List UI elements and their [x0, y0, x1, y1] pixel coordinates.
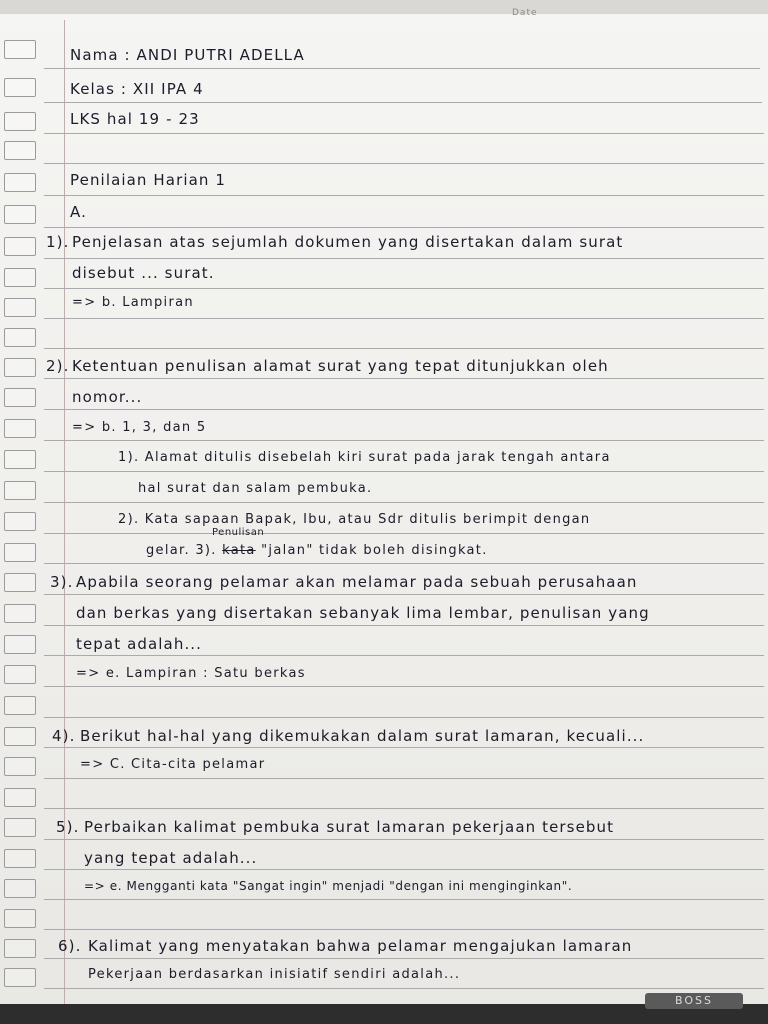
margin-box — [4, 173, 36, 192]
section-part: A. — [70, 203, 87, 221]
question-6-text: Kalimat yang menyatakan bahwa pelamar mengajukan lamaran — [88, 937, 633, 955]
margin-box — [4, 512, 36, 531]
margin-box — [4, 78, 36, 97]
explanation-prefix: gelar. 3). — [146, 543, 217, 558]
page-top-edge — [0, 0, 768, 14]
question-3-text: Apabila seorang pelamar akan melamar pada sebuah perusahaan — [76, 573, 638, 591]
question-5-number: 5). — [56, 818, 80, 836]
question-4-number: 4). — [52, 727, 76, 745]
margin-line — [64, 20, 65, 1005]
question-5-text: yang tepat adalah... — [84, 849, 258, 867]
margin-box — [4, 237, 36, 256]
question-2-explanation-last — [146, 543, 488, 558]
question-2-text: Ketentuan penulisan alamat surat yang tepat ditunjukkan oleh — [72, 357, 609, 375]
margin-box — [4, 450, 36, 469]
margin-box — [4, 141, 36, 160]
explanation-suffix: "jalan" tidak boleh disingkat. — [261, 543, 488, 558]
question-1-text: disebut ... surat. — [72, 264, 215, 282]
margin-box — [4, 481, 36, 500]
margin-box — [4, 665, 36, 684]
question-2-explanation: 2). Kata sapaan Bapak, Ibu, atau Sdr ditulis berimpit dengan — [118, 512, 591, 527]
question-1-text: Penjelasan atas sejumlah dokumen yang disertakan dalam surat — [72, 233, 624, 251]
margin-box — [4, 818, 36, 837]
margin-box — [4, 388, 36, 407]
question-5-answer: => e. Mengganti kata "Sangat ingin" menjadi "dengan ini menginginkan". — [84, 879, 573, 893]
question-3-text: tepat adalah... — [76, 635, 203, 653]
question-3-text: dan berkas yang disertakan sebanyak lima lembar, penulisan yang — [76, 604, 650, 622]
margin-box — [4, 298, 36, 317]
question-6-number: 6). — [58, 937, 82, 955]
margin-box — [4, 573, 36, 592]
struck-word: kata — [222, 543, 256, 558]
margin-box — [4, 909, 36, 928]
question-4-answer: => C. Cita-cita pelamar — [80, 757, 266, 772]
margin-box — [4, 696, 36, 715]
margin-box — [4, 205, 36, 224]
notebook-brand-logo: BOSS — [645, 993, 743, 1009]
question-2-number: 2). — [46, 357, 70, 375]
lks-pages: LKS hal 19 - 23 — [70, 110, 200, 128]
inserted-correction: Penulisan — [212, 527, 265, 538]
question-2-explanation: 1). Alamat ditulis disebelah kiri surat pada jarak tengah antara — [118, 450, 611, 465]
question-6-text: Pekerjaan berdasarkan inisiatif sendiri adalah... — [88, 967, 461, 982]
margin-box — [4, 727, 36, 746]
margin-box — [4, 543, 36, 562]
question-5-text: Perbaikan kalimat pembuka surat lamaran pekerjaan tersebut — [84, 818, 615, 836]
margin-box — [4, 40, 36, 59]
student-class: Kelas : XII IPA 4 — [70, 80, 204, 98]
section-title: Penilaian Harian 1 — [70, 171, 227, 189]
margin-box — [4, 635, 36, 654]
question-3-number: 3). — [50, 573, 74, 591]
question-2-explanation: hal surat dan salam pembuka. — [138, 481, 373, 496]
margin-box — [4, 328, 36, 347]
question-3-answer: => e. Lampiran : Satu berkas — [76, 666, 306, 681]
margin-box — [4, 268, 36, 287]
margin-box — [4, 419, 36, 438]
margin-box — [4, 968, 36, 987]
question-1-answer: => b. Lampiran — [72, 295, 194, 310]
question-1-number: 1). — [46, 233, 70, 251]
student-name: Nama : ANDI PUTRI ADELLA — [70, 46, 305, 64]
margin-box — [4, 879, 36, 898]
margin-box — [4, 939, 36, 958]
date-label: Date — [512, 8, 538, 18]
question-4-text: Berikut hal-hal yang dikemukakan dalam surat lamaran, kecuali... — [80, 727, 645, 745]
checkbox-margin-column — [0, 0, 44, 1024]
margin-box — [4, 358, 36, 377]
margin-box — [4, 849, 36, 868]
margin-box — [4, 112, 36, 131]
margin-box — [4, 604, 36, 623]
margin-box — [4, 788, 36, 807]
question-2-answer: => b. 1, 3, dan 5 — [72, 420, 207, 435]
margin-box — [4, 757, 36, 776]
question-2-text: nomor... — [72, 388, 143, 406]
